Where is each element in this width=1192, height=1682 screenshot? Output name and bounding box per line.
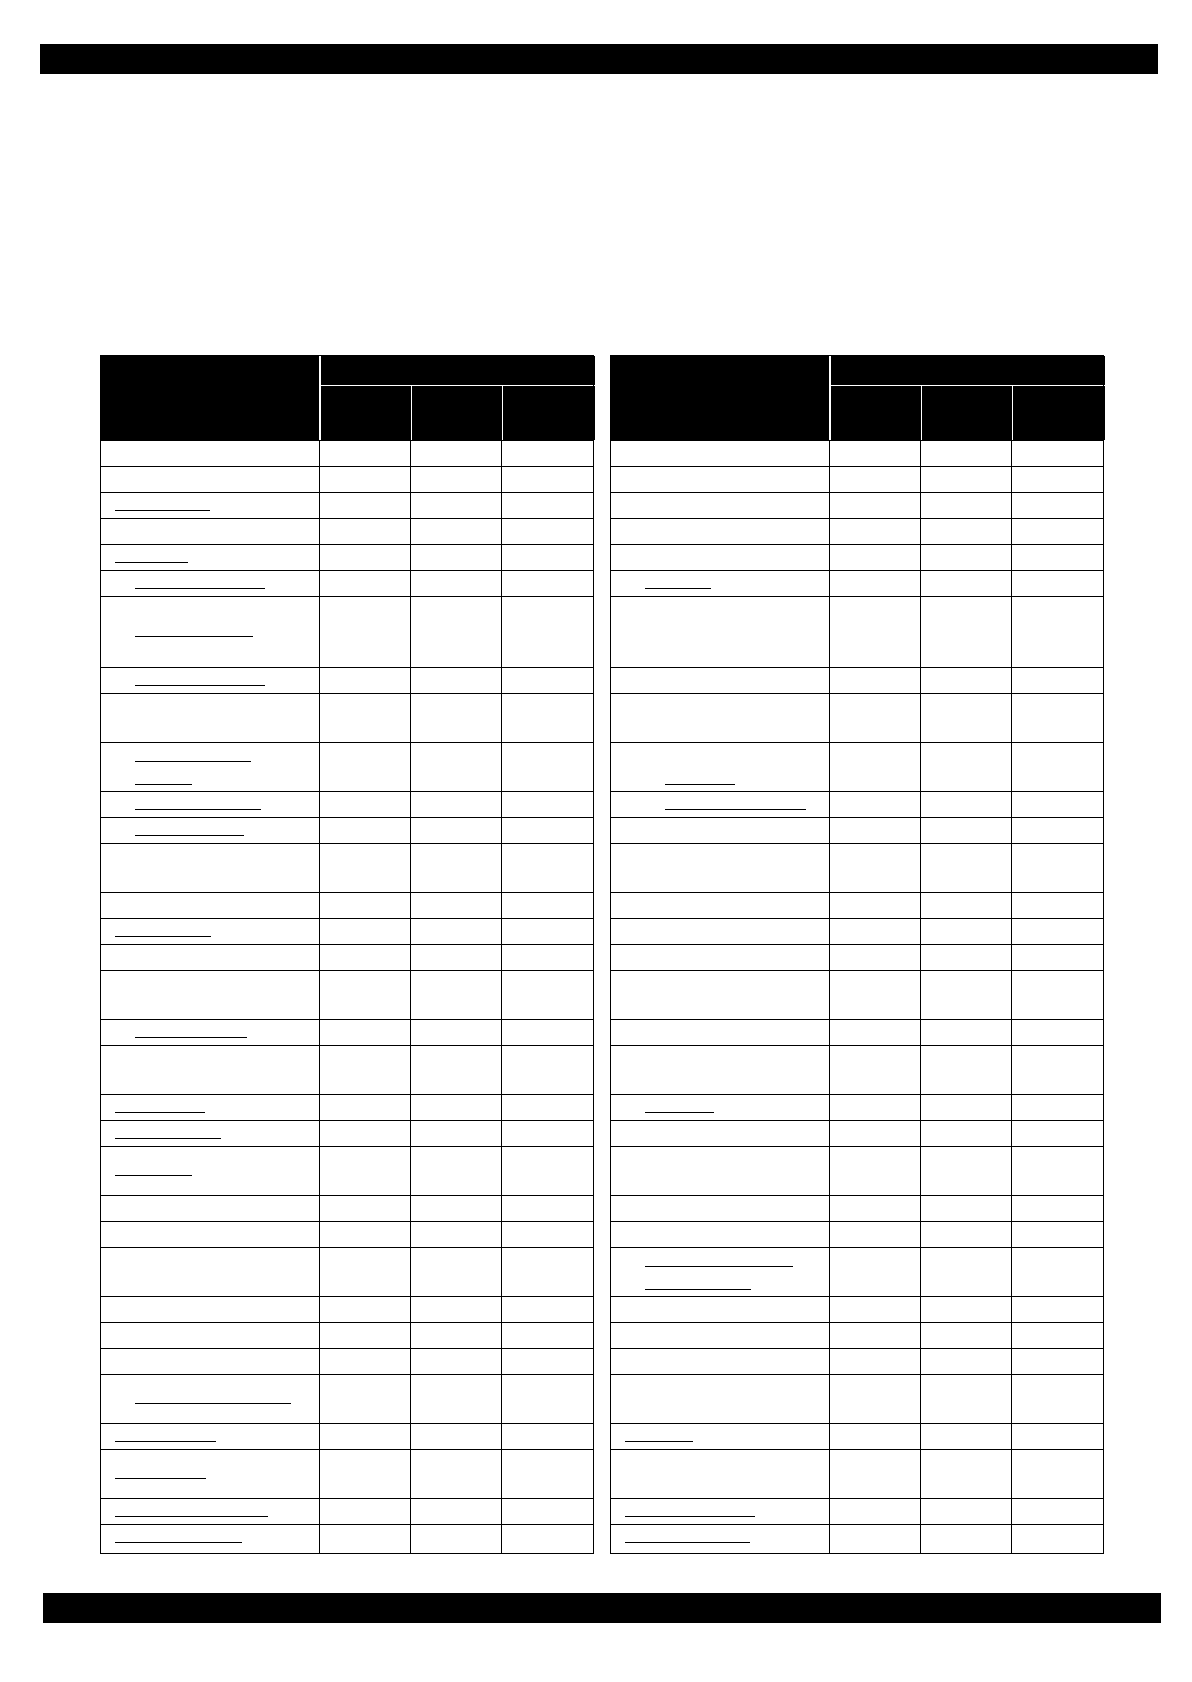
link-underline[interactable]	[135, 784, 192, 785]
header-cell-sub-1	[321, 386, 411, 440]
link-underline[interactable]	[135, 685, 265, 686]
header-cell-sub-2	[412, 386, 502, 440]
table-row	[611, 918, 1103, 944]
table-row	[611, 544, 1103, 570]
table-row	[101, 667, 593, 693]
table-left	[100, 355, 594, 1554]
link-underline[interactable]	[645, 1289, 751, 1290]
table-row	[101, 1094, 593, 1120]
link-underline[interactable]	[115, 1542, 242, 1543]
table-row	[611, 1348, 1103, 1374]
table-row	[101, 570, 593, 596]
link-underline[interactable]	[135, 1037, 247, 1038]
table-row	[611, 1146, 1103, 1195]
link-underline[interactable]	[135, 809, 261, 810]
table-row	[101, 1524, 593, 1550]
header-cell-sub-2	[922, 386, 1012, 440]
link-underline[interactable]	[115, 936, 211, 937]
table-row	[101, 1423, 593, 1449]
table-row	[611, 1449, 1103, 1498]
table-row	[611, 440, 1103, 466]
link-underline[interactable]	[625, 1516, 755, 1517]
table-row	[101, 1296, 593, 1322]
table-row	[101, 1146, 593, 1195]
link-underline[interactable]	[135, 835, 244, 836]
table-row	[611, 1322, 1103, 1348]
header-cell-group	[321, 356, 595, 385]
table-row	[101, 1247, 593, 1296]
table-row	[101, 466, 593, 492]
table-row	[611, 1019, 1103, 1045]
table-row	[611, 667, 1103, 693]
table-row	[101, 1221, 593, 1247]
table-row	[101, 596, 593, 667]
table-row	[101, 518, 593, 544]
header-cell-group	[831, 356, 1105, 385]
table-row	[101, 1120, 593, 1146]
link-underline[interactable]	[115, 1478, 206, 1479]
table-row	[611, 970, 1103, 1019]
link-underline[interactable]	[135, 1403, 291, 1404]
table-row	[611, 466, 1103, 492]
table-row	[611, 693, 1103, 742]
table-row	[611, 944, 1103, 970]
table-row	[611, 742, 1103, 791]
table-row	[101, 918, 593, 944]
link-underline[interactable]	[115, 510, 210, 511]
link-underline[interactable]	[135, 636, 253, 637]
link-underline[interactable]	[115, 1516, 268, 1517]
table-row	[611, 518, 1103, 544]
table-row	[101, 843, 593, 892]
table-row	[611, 1247, 1103, 1296]
table-row	[611, 596, 1103, 667]
link-underline[interactable]	[135, 588, 265, 589]
table-row	[101, 693, 593, 742]
table-row	[101, 1498, 593, 1524]
link-underline[interactable]	[115, 1138, 221, 1139]
table-row	[101, 817, 593, 843]
table-row	[101, 492, 593, 518]
header-cell-sub-3	[1013, 386, 1105, 440]
link-underline[interactable]	[645, 1112, 714, 1113]
table-row	[101, 440, 593, 466]
table-row	[611, 892, 1103, 918]
table-row	[611, 492, 1103, 518]
link-underline[interactable]	[115, 1441, 216, 1442]
link-underline[interactable]	[665, 784, 735, 785]
link-underline[interactable]	[625, 1441, 693, 1442]
table-row	[101, 1322, 593, 1348]
table-row	[611, 1374, 1103, 1423]
link-underline[interactable]	[665, 809, 806, 810]
table-row	[611, 843, 1103, 892]
link-underline[interactable]	[645, 1266, 793, 1267]
table-right	[610, 355, 1104, 1554]
link-underline[interactable]	[115, 1112, 205, 1113]
table-row	[101, 970, 593, 1019]
table-row	[101, 1195, 593, 1221]
header-cell-sub-3	[503, 386, 595, 440]
table-row	[611, 1094, 1103, 1120]
table-row	[611, 1524, 1103, 1550]
header-bar	[40, 44, 1158, 74]
table-row	[101, 1374, 593, 1423]
link-underline[interactable]	[115, 562, 188, 563]
link-underline[interactable]	[115, 1175, 192, 1176]
table-row	[611, 1221, 1103, 1247]
link-underline[interactable]	[135, 761, 251, 762]
table-row	[611, 817, 1103, 843]
table-row	[611, 1120, 1103, 1146]
footer-bar	[43, 1593, 1161, 1623]
table-row	[611, 1423, 1103, 1449]
table-row	[611, 1045, 1103, 1094]
table-row	[101, 742, 593, 791]
table-row	[101, 944, 593, 970]
table-row	[101, 1449, 593, 1498]
table-row	[611, 1498, 1103, 1524]
table-row	[611, 791, 1103, 817]
table-row	[611, 1195, 1103, 1221]
header-cell-sub-1	[831, 386, 921, 440]
table-row	[101, 892, 593, 918]
table-row	[611, 1296, 1103, 1322]
table-row	[101, 791, 593, 817]
table-row	[611, 570, 1103, 596]
link-underline[interactable]	[625, 1542, 750, 1543]
table-row	[101, 1045, 593, 1094]
table-row	[101, 1019, 593, 1045]
header-cell-main	[611, 356, 829, 440]
table-row	[101, 544, 593, 570]
header-cell-main	[101, 356, 319, 440]
table-row	[101, 1348, 593, 1374]
link-underline[interactable]	[645, 588, 711, 589]
